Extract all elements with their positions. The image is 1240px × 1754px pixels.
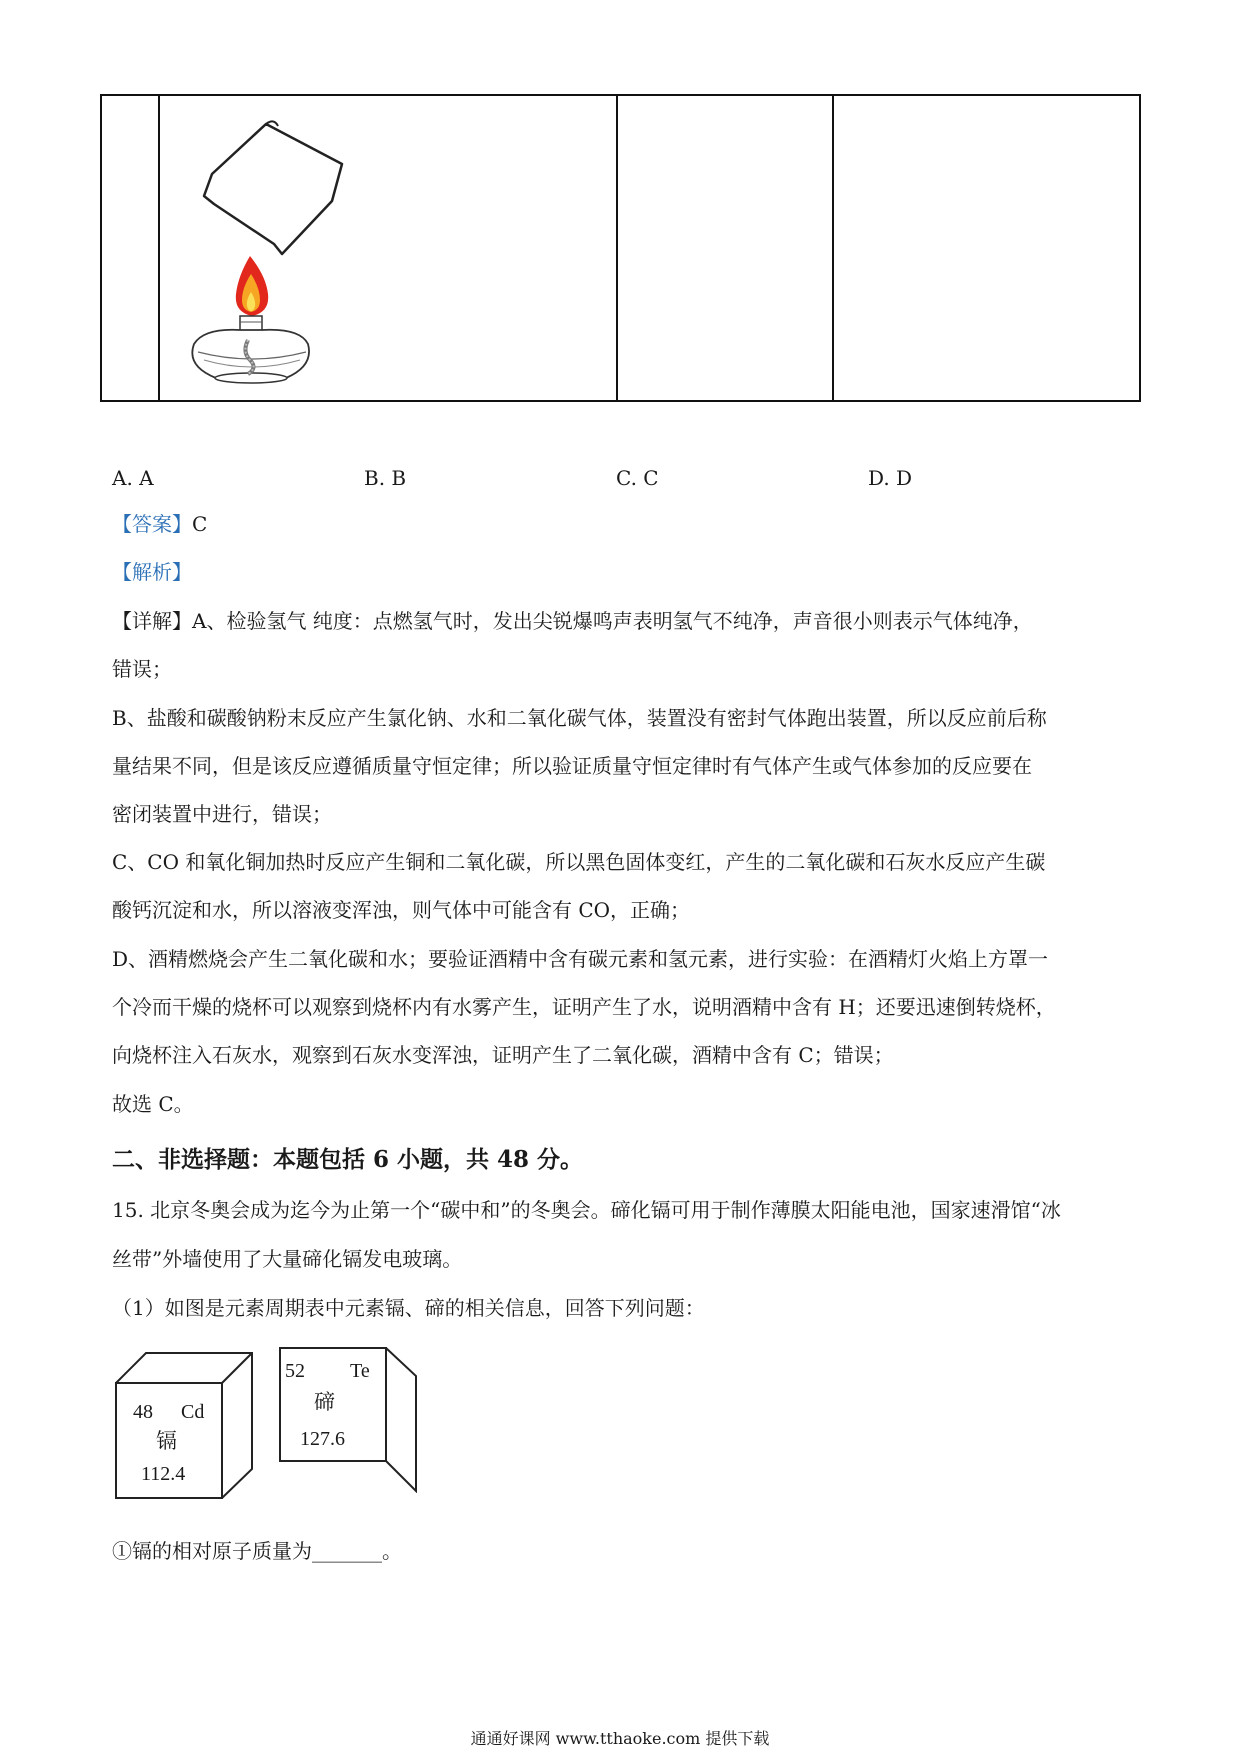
alcohol-lamp-beaker-illustration [182, 116, 442, 396]
option-b: B. B [364, 466, 407, 490]
page-footer: 通通好课网 www.tthaoke.com 提供下载 [470, 1729, 770, 1748]
section-heading: 二、非选择题：本题包括 6 小题，共 48 分。 [112, 1146, 584, 1173]
table-divider [832, 96, 834, 400]
table-divider [616, 96, 618, 400]
detail-line-1: 【详解】A、检验氢气 纯度：点燃氢气时，发出尖锐爆鸣声表明氢气不纯净，声音很小则表示气体纯净， [112, 609, 1033, 633]
detail-tag: 【详解】 [112, 609, 192, 633]
element-mass: 127.6 [300, 1428, 345, 1450]
detail-line-11: 故选 C。 [112, 1092, 194, 1116]
answer-line [112, 510, 207, 538]
element-number: 52 [285, 1360, 305, 1382]
option-d: D. D [868, 466, 913, 490]
detail-line-9: 个冷而干燥的烧杯可以观察到烧杯内有水雾产生，证明产生了水，说明酒精中含有 H；还要迅速倒转烧杯， [112, 995, 1056, 1019]
question-15-line-3: （1）如图是元素周期表中元素镉、碲的相关信息，回答下列问题： [112, 1296, 705, 1320]
option-c: C. C [616, 466, 659, 490]
element-symbol: Cd [181, 1401, 205, 1423]
detail-line-10: 向烧杯注入石灰水，观察到石灰水变浑浊，证明产生了二氧化碳，酒精中含有 C；错误； [112, 1043, 894, 1067]
detail-line-5: 密闭装置中进行，错误； [112, 802, 332, 826]
element-cube-cd [114, 1351, 254, 1500]
detail-line-4: 量结果不同，但是该反应遵循质量守恒定律；所以验证质量守恒定律时有气体产生或气体参加的反应要在 [112, 754, 1032, 778]
question-15-line-2: 丝带”外墙使用了大量碲化镉发电玻璃。 [112, 1247, 463, 1271]
experiment-table [100, 94, 1141, 402]
analysis-tag: 【解析】 [112, 560, 192, 584]
element-cube-te [278, 1346, 418, 1493]
element-name: 碲 [314, 1390, 335, 1414]
detail-line-7: 酸钙沉淀和水，所以溶液变浑浊，则气体中可能含有 CO，正确； [112, 898, 691, 922]
question-15-sub-1: ①镉的相对原子质量为_______。 [112, 1539, 402, 1563]
answer-tag: 【答案】 [112, 512, 192, 536]
detail-line-3: B、盐酸和碳酸钠粉末反应产生氯化钠、水和二氧化碳气体，装置没有密封气体跑出装置，所以反应前后称 [112, 706, 1047, 730]
question-15-line-1: 15. 北京冬奥会成为迄今为止第一个“碳中和”的冬奥会。碲化镉可用于制作薄膜太阳能电池，国家速滑馆“冰 [112, 1198, 1061, 1222]
detail-line-6: C、CO 和氧化铜加热时反应产生铜和二氧化碳，所以黑色固体变红，产生的二氧化碳和石灰水反应产生碳 [112, 850, 1046, 874]
option-a: A. A [112, 466, 154, 490]
element-name: 镉 [156, 1429, 177, 1453]
answer-value: C [192, 512, 208, 536]
element-mass: 112.4 [141, 1463, 186, 1485]
table-divider [158, 96, 160, 400]
detail-line-2: 错误； [112, 657, 172, 681]
element-number: 48 [133, 1401, 153, 1423]
detail-line-8: D、酒精燃烧会产生二氧化碳和水；要验证酒精中含有碳元素和氢元素，进行实验：在酒精灯火焰上方罩一 [112, 947, 1049, 971]
element-symbol: Te [350, 1360, 370, 1382]
